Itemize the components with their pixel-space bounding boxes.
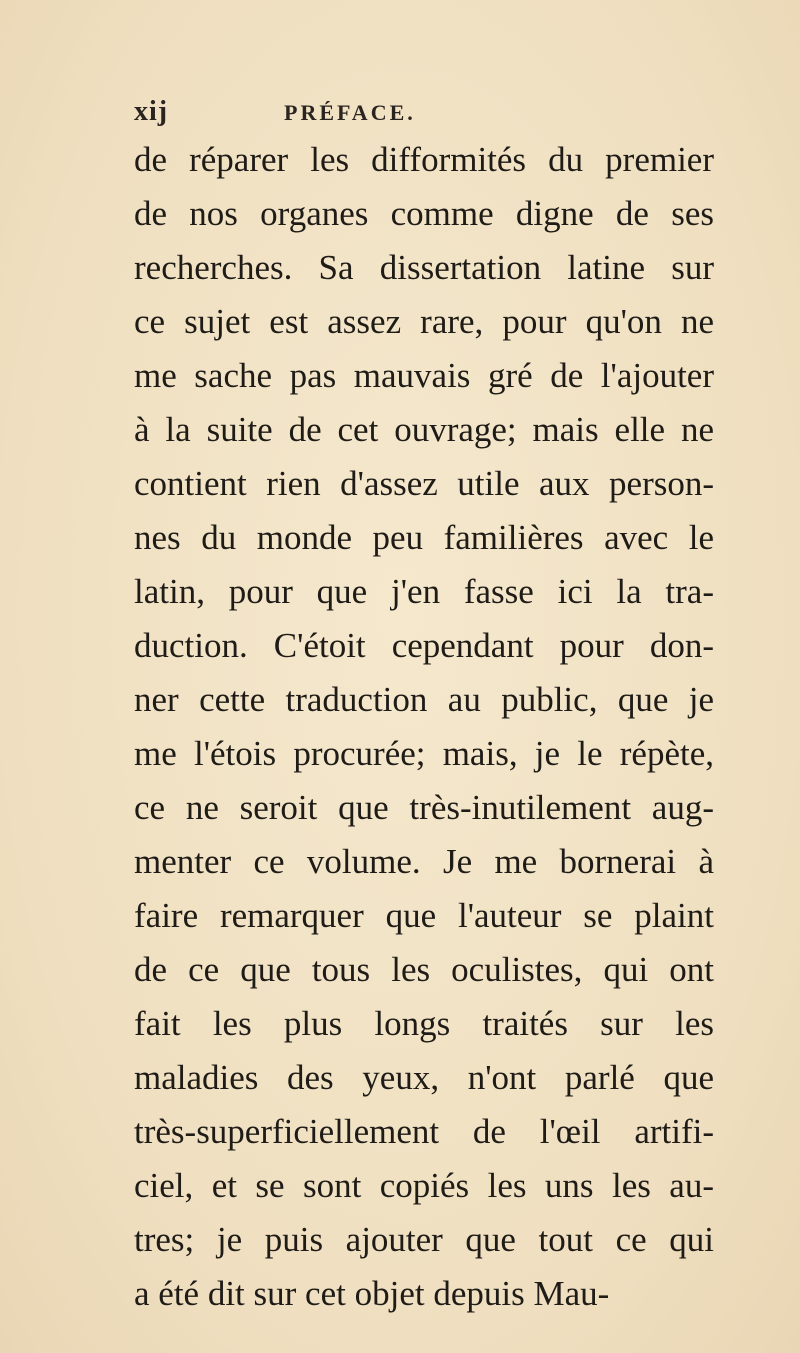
text-line: tres; je puis ajouter que tout ce qui bbox=[134, 1220, 714, 1259]
text-line: recherches. Sa dissertation latine sur bbox=[134, 248, 714, 287]
page-header bbox=[134, 96, 694, 136]
text-line: ciel, et se sont copiés les uns les au- bbox=[134, 1166, 714, 1205]
text-line: latin, pour que j'en fasse ici la tra- bbox=[134, 572, 714, 611]
text-line: contient rien d'assez utile aux person- bbox=[134, 464, 714, 503]
text-line: a été dit sur cet objet depuis Mau- bbox=[134, 1274, 610, 1313]
text-line: à la suite de cet ouvrage; mais elle ne bbox=[134, 410, 714, 449]
text-line: ner cette traduction au public, que je bbox=[134, 680, 714, 719]
text-line: me sache pas mauvais gré de l'ajouter bbox=[134, 356, 714, 395]
text-line: de réparer les difformités du premier bbox=[134, 140, 714, 179]
text-line: maladies des yeux, n'ont parlé que bbox=[134, 1058, 714, 1097]
text-line: fait les plus longs traités sur les bbox=[134, 1004, 714, 1043]
text-line: ce ne seroit que très-inutilement aug- bbox=[134, 788, 714, 827]
body-text bbox=[134, 133, 714, 1321]
text-line: ce sujet est assez rare, pour qu'on ne bbox=[134, 302, 714, 341]
text-line: me l'étois procurée; mais, je le répète, bbox=[134, 734, 714, 773]
page-number: xij bbox=[134, 96, 169, 127]
text-line: duction. C'étoit cependant pour don- bbox=[134, 626, 714, 665]
text-line: menter ce volume. Je me bornerai à bbox=[134, 842, 714, 881]
running-title: PRÉFACE. bbox=[284, 100, 416, 125]
text-line: nes du monde peu familières avec le bbox=[134, 518, 714, 557]
text-line: de ce que tous les oculistes, qui ont bbox=[134, 950, 714, 989]
text-line: très-superficiellement de l'œil artifi- bbox=[134, 1112, 714, 1151]
text-line: de nos organes comme digne de ses bbox=[134, 194, 714, 233]
text-line: faire remarquer que l'auteur se plaint bbox=[134, 896, 714, 935]
